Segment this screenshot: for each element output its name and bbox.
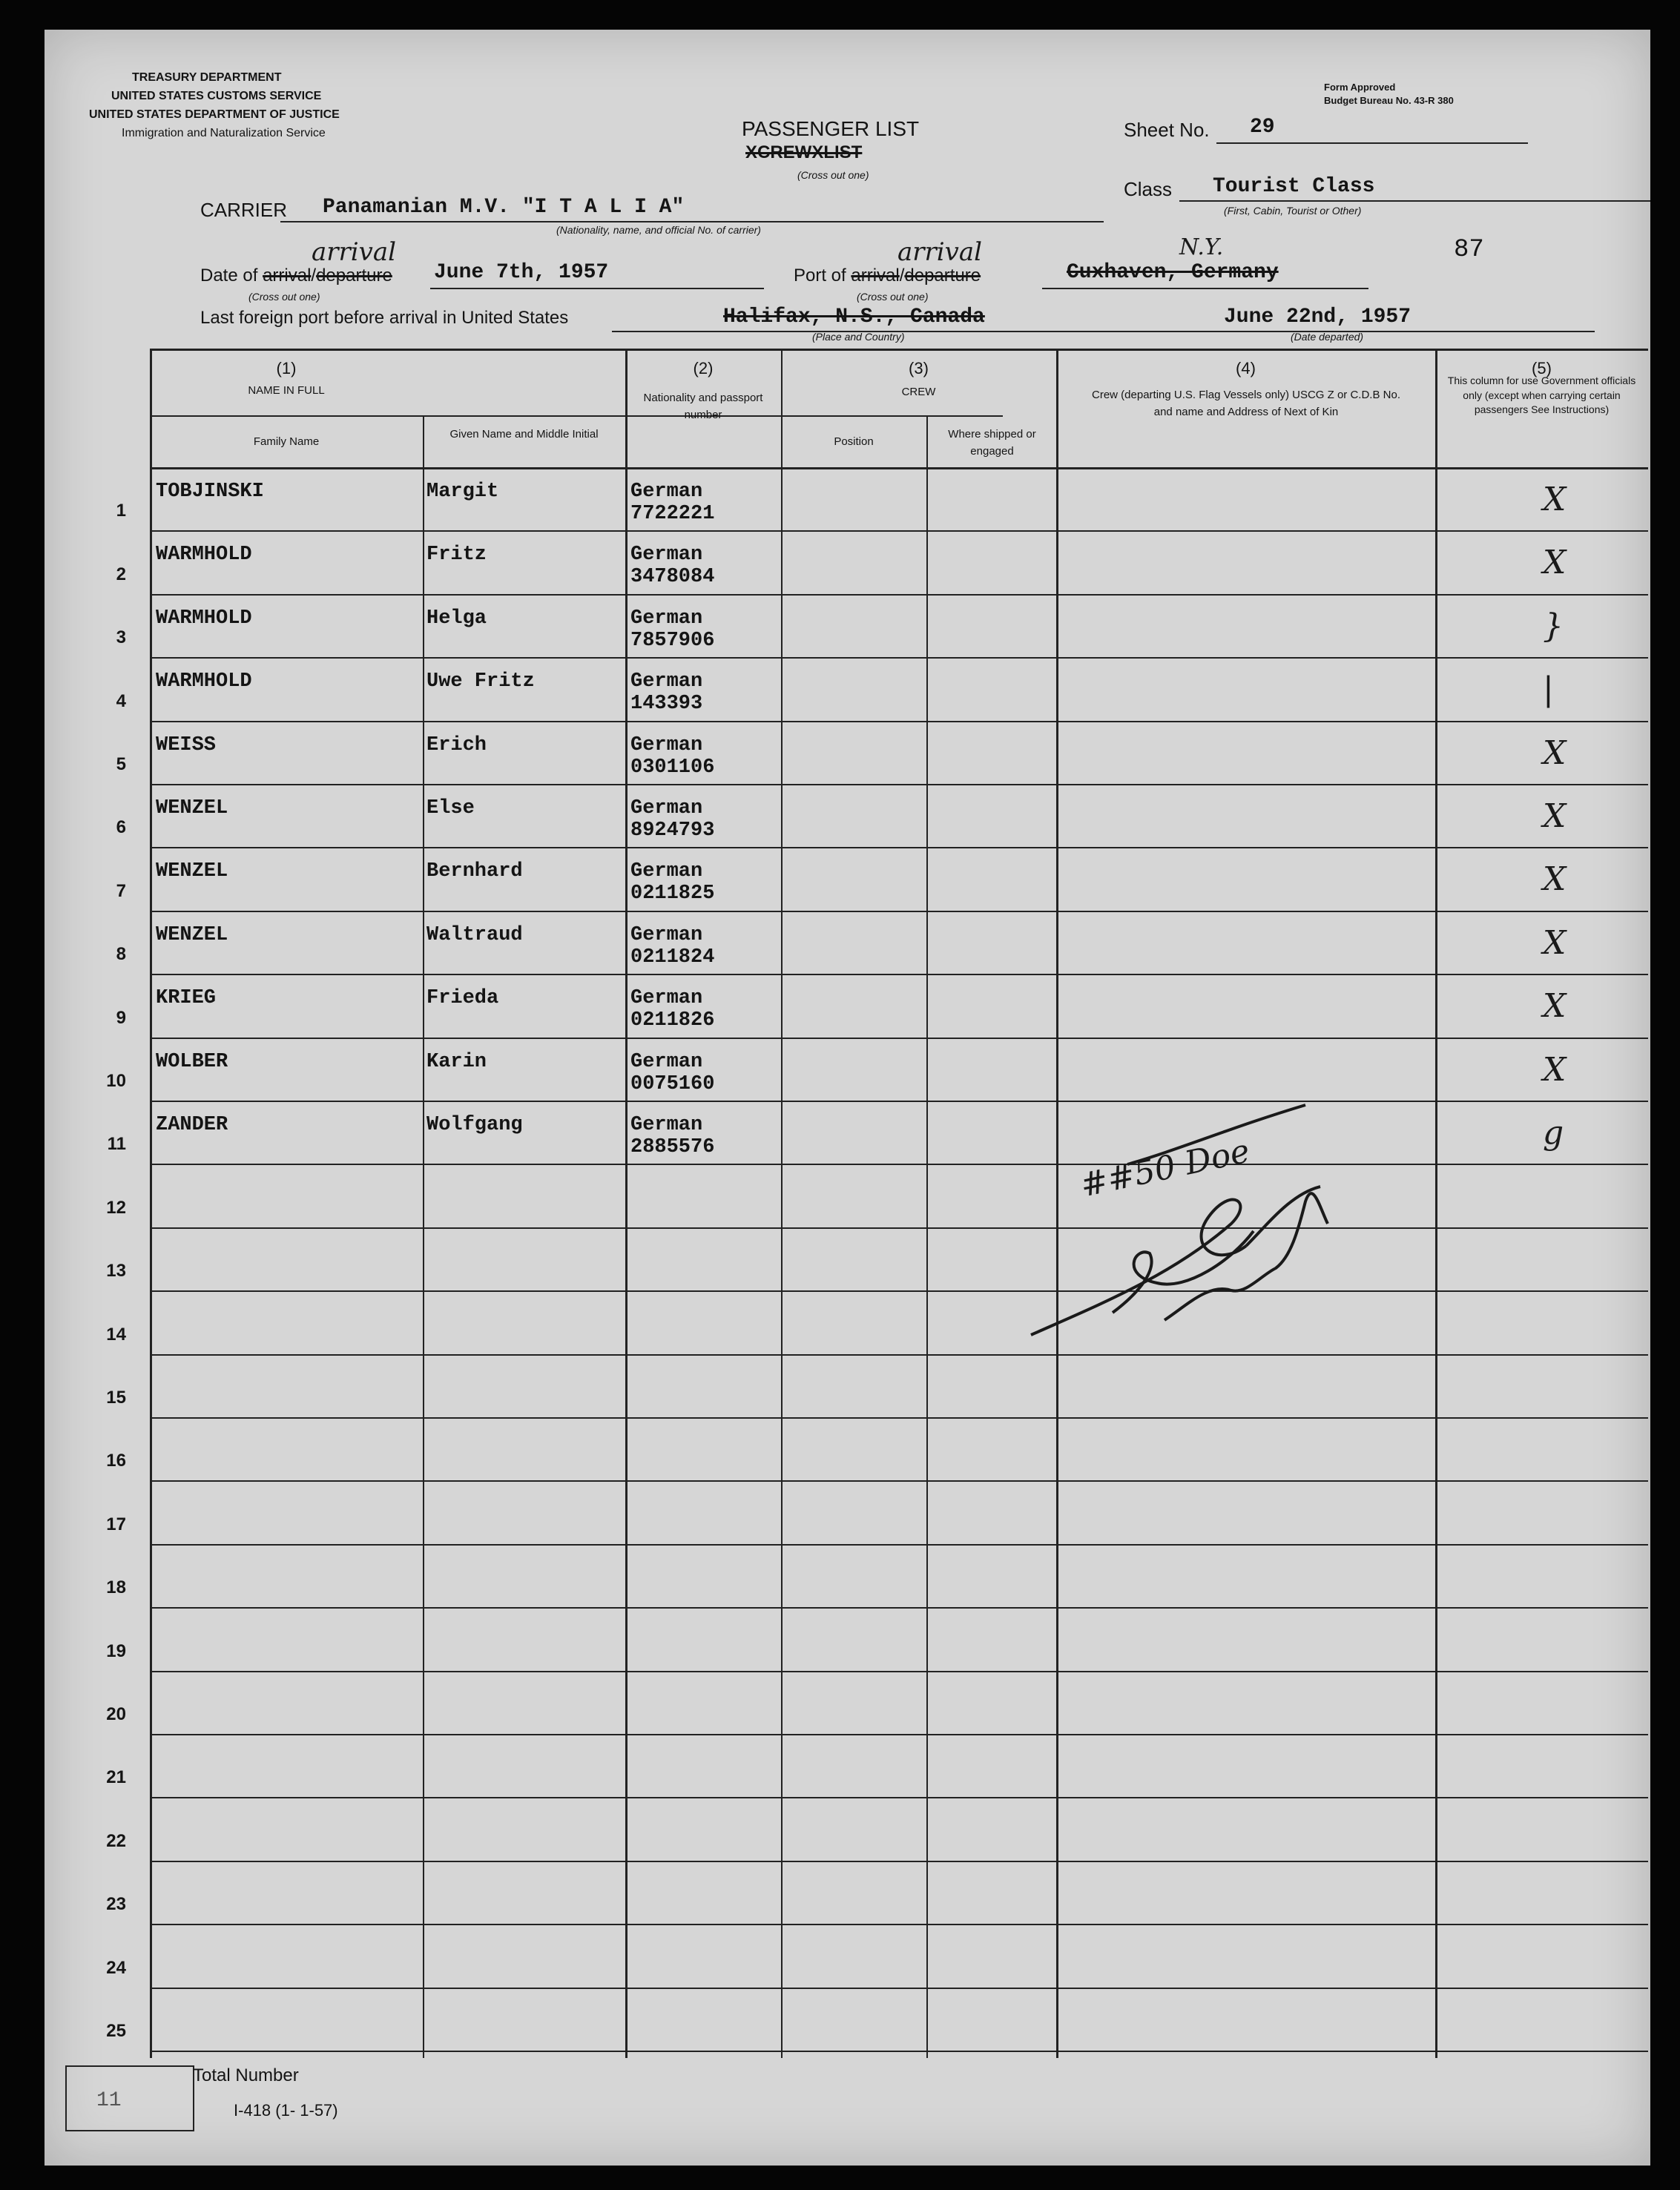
- nationality: German: [630, 481, 703, 503]
- row-number: 9: [116, 1007, 126, 1028]
- row-divider: [150, 1544, 1648, 1546]
- row-number: 21: [106, 1767, 126, 1788]
- family-name: WEISS: [156, 733, 217, 756]
- nationality: German: [630, 797, 703, 819]
- given-name: Else: [426, 797, 475, 819]
- row-number: 5: [116, 754, 126, 774]
- port-label-struck: arrival: [851, 265, 900, 286]
- carrier-value: Panamanian M.V. "I T A L I A": [323, 196, 685, 219]
- port-hand-value: N.Y.: [1179, 234, 1224, 260]
- given-name: Frieda: [426, 987, 499, 1010]
- form-title: PASSENGER LIST: [742, 117, 920, 140]
- official-mark: |: [1543, 670, 1554, 709]
- row-divider: [150, 1734, 1648, 1735]
- row-number: 8: [116, 944, 126, 965]
- row-number: 23: [106, 1894, 126, 1915]
- row-number: 18: [106, 1577, 126, 1598]
- col1-title: NAME IN FULL: [248, 384, 325, 397]
- class-hint: (First, Cabin, Tourist or Other): [1224, 205, 1362, 217]
- passport-number: 143393: [630, 693, 703, 716]
- handwritten-note: ##50 Doe: [1077, 1132, 1254, 1205]
- row-number: 15: [106, 1388, 126, 1408]
- given-name: Waltraud: [426, 923, 523, 946]
- total-value: 11: [96, 2089, 122, 2112]
- row-divider: [150, 1861, 1648, 1862]
- agency-line-2: UNITED STATES CUSTOMS SERVICE: [111, 90, 322, 102]
- family-name: WARMHOLD: [156, 544, 252, 567]
- passport-number: 7722221: [630, 503, 715, 525]
- nationality: German: [630, 670, 703, 693]
- row-divider: [150, 847, 1648, 848]
- date-label-pre: Date of: [200, 265, 258, 286]
- family-name: TOBJINSKI: [156, 481, 264, 503]
- official-mark: X: [1543, 923, 1567, 962]
- row-number: 25: [106, 2021, 126, 2041]
- passport-number: 0211826: [630, 1009, 715, 1032]
- nationality: German: [630, 923, 703, 946]
- port-label-post: departure: [904, 265, 981, 286]
- family-name: ZANDER: [156, 1114, 228, 1136]
- col3-title: CREW: [901, 386, 936, 398]
- row-number: 22: [106, 1830, 126, 1851]
- col2-num: (2): [693, 359, 714, 377]
- form-approved: Form Approved: [1324, 82, 1396, 93]
- row-number: 10: [106, 1071, 126, 1091]
- row-number: 14: [106, 1324, 126, 1345]
- given-name: Karin: [426, 1050, 487, 1073]
- row-divider: [150, 1924, 1648, 1925]
- col4-num: (4): [1236, 359, 1256, 377]
- row-divider: [150, 530, 1648, 532]
- family-name: WARMHOLD: [156, 670, 252, 693]
- col1-num: (1): [276, 359, 297, 377]
- given-name: Bernhard: [426, 860, 523, 883]
- class-label: Class: [1124, 178, 1173, 200]
- family-name: WENZEL: [156, 797, 228, 819]
- carrier-label: CARRIER: [200, 199, 288, 221]
- nationality: German: [630, 544, 703, 567]
- passport-number: 0301106: [630, 756, 715, 779]
- where-shipped-header: Where shipped or engaged: [948, 428, 1036, 458]
- family-name: WARMHOLD: [156, 607, 252, 630]
- row-divider: [150, 974, 1648, 975]
- official-mark: }: [1543, 607, 1564, 645]
- row-number: 24: [106, 1957, 126, 1978]
- sheet-label: Sheet No.: [1124, 119, 1210, 141]
- crew-list-struck: XCREWXLIST: [745, 142, 863, 162]
- row-divider: [150, 911, 1648, 912]
- port-label-pre: Port of: [794, 265, 846, 286]
- row-divider: [150, 1988, 1648, 1989]
- date-cross-hint: (Cross out one): [248, 291, 320, 303]
- total-box: [65, 2065, 194, 2131]
- family-name: WENZEL: [156, 860, 228, 883]
- family-name: WOLBER: [156, 1050, 228, 1073]
- given-name: Margit: [426, 481, 499, 503]
- passport-number: 8924793: [630, 819, 715, 842]
- class-value: Tourist Class: [1213, 175, 1375, 198]
- given-name: Helga: [426, 607, 487, 630]
- row-number: 20: [106, 1704, 126, 1724]
- official-mark: g: [1543, 1114, 1564, 1152]
- family-name-header: Family Name: [253, 435, 320, 448]
- row-number: 3: [116, 627, 126, 648]
- port-handwritten: arrival: [897, 237, 983, 267]
- port-cross-hint: (Cross out one): [857, 291, 929, 303]
- official-mark: X: [1543, 481, 1567, 518]
- last-port-label: Last foreign port before arrival in United States: [200, 308, 569, 328]
- given-name: Uwe Fritz: [426, 670, 535, 693]
- row-number: 12: [106, 1197, 126, 1218]
- row-divider: [150, 657, 1648, 659]
- given-name: Erich: [426, 733, 487, 756]
- col2-title: Nationality and passport number: [643, 392, 763, 421]
- passport-number: 0211825: [630, 883, 715, 906]
- agency-line-3: UNITED STATES DEPARTMENT OF JUSTICE: [89, 108, 340, 121]
- nationality: German: [630, 607, 703, 630]
- row-divider: [150, 1671, 1648, 1672]
- row-number: 4: [116, 690, 126, 711]
- row-number: 2: [116, 564, 126, 584]
- row-number: 6: [116, 817, 126, 838]
- family-name: KRIEG: [156, 987, 217, 1010]
- row-divider: [150, 1354, 1648, 1356]
- carrier-hint: (Nationality, name, and official No. of carrier): [556, 224, 761, 236]
- row-number: 13: [106, 1261, 126, 1282]
- position-header: Position: [834, 435, 874, 448]
- family-name: WENZEL: [156, 923, 228, 946]
- date-label-struck: arrival: [263, 265, 312, 286]
- row-divider: [150, 2051, 1648, 2052]
- row-divider: [150, 1038, 1648, 1039]
- row-divider: [150, 1607, 1648, 1609]
- agency-line-1: TREASURY DEPARTMENT: [132, 71, 282, 84]
- date-handwritten: arrival: [312, 237, 397, 267]
- col4-title: Crew (departing U.S. Flag Vessels only) USCG Z or C.D.B No. and name and Address of Next of Kin: [1092, 389, 1400, 418]
- page-number: 87: [1454, 236, 1484, 264]
- form-number: I-418 (1- 1-57): [234, 2101, 338, 2120]
- last-port-value: Halifax, N.S., Canada: [723, 306, 985, 329]
- passport-number: 0075160: [630, 1072, 715, 1095]
- passport-number: 7857906: [630, 629, 715, 652]
- official-mark: X: [1543, 987, 1567, 1026]
- col3-num: (3): [909, 359, 929, 377]
- date-value: June 7th, 1957: [434, 261, 609, 284]
- row-divider: [150, 721, 1648, 722]
- official-mark: X: [1543, 860, 1567, 899]
- port-label: Port of arrival/departure: [794, 265, 981, 286]
- row-divider: [150, 1797, 1648, 1798]
- port-value: Cuxhaven, Germany: [1067, 261, 1279, 284]
- nationality: German: [630, 1050, 703, 1073]
- document-page: [45, 30, 1650, 2166]
- agency-line-4: Immigration and Naturalization Service: [122, 127, 326, 139]
- handwritten-signature: [1009, 1098, 1424, 1350]
- row-number: 7: [116, 880, 126, 901]
- official-mark: X: [1543, 733, 1567, 772]
- date-label-post: departure: [316, 265, 392, 286]
- row-divider: [150, 784, 1648, 785]
- given-name: Wolfgang: [426, 1114, 523, 1136]
- row-divider: [150, 1480, 1648, 1482]
- passport-number: 0211824: [630, 946, 715, 969]
- date-departed-value: June 22nd, 1957: [1224, 306, 1411, 329]
- nationality: German: [630, 860, 703, 883]
- row-number: 17: [106, 1514, 126, 1534]
- place-hint: (Place and Country): [812, 331, 905, 343]
- row-number: 16: [106, 1451, 126, 1471]
- official-mark: X: [1543, 1050, 1567, 1089]
- nationality: German: [630, 1114, 703, 1136]
- col5-title: This column for use Government officials only (except when carrying certain passengers See Instructions): [1447, 375, 1636, 416]
- budget-bureau: Budget Bureau No. 43-R 380: [1324, 95, 1454, 106]
- nationality: German: [630, 987, 703, 1010]
- passport-number: 2885576: [630, 1136, 715, 1158]
- official-mark: X: [1543, 797, 1567, 835]
- nationality: German: [630, 733, 703, 756]
- passport-number: 3478084: [630, 566, 715, 589]
- sheet-number: 29: [1250, 116, 1275, 139]
- date-label: Date of arrival/departure: [200, 265, 392, 286]
- official-mark: X: [1543, 544, 1567, 582]
- given-name-header: Given Name and Middle Initial: [449, 428, 599, 441]
- date-departed-hint: (Date departed): [1291, 331, 1364, 343]
- row-divider: [150, 1417, 1648, 1419]
- cross-out-hint: (Cross out one): [797, 169, 869, 181]
- row-divider: [150, 594, 1648, 596]
- row-number: 1: [116, 501, 126, 521]
- row-number: 19: [106, 1640, 126, 1661]
- col5-num: (5): [1532, 359, 1552, 377]
- given-name: Fritz: [426, 544, 487, 567]
- row-number: 11: [107, 1134, 126, 1155]
- total-label: Total Number: [193, 2065, 299, 2085]
